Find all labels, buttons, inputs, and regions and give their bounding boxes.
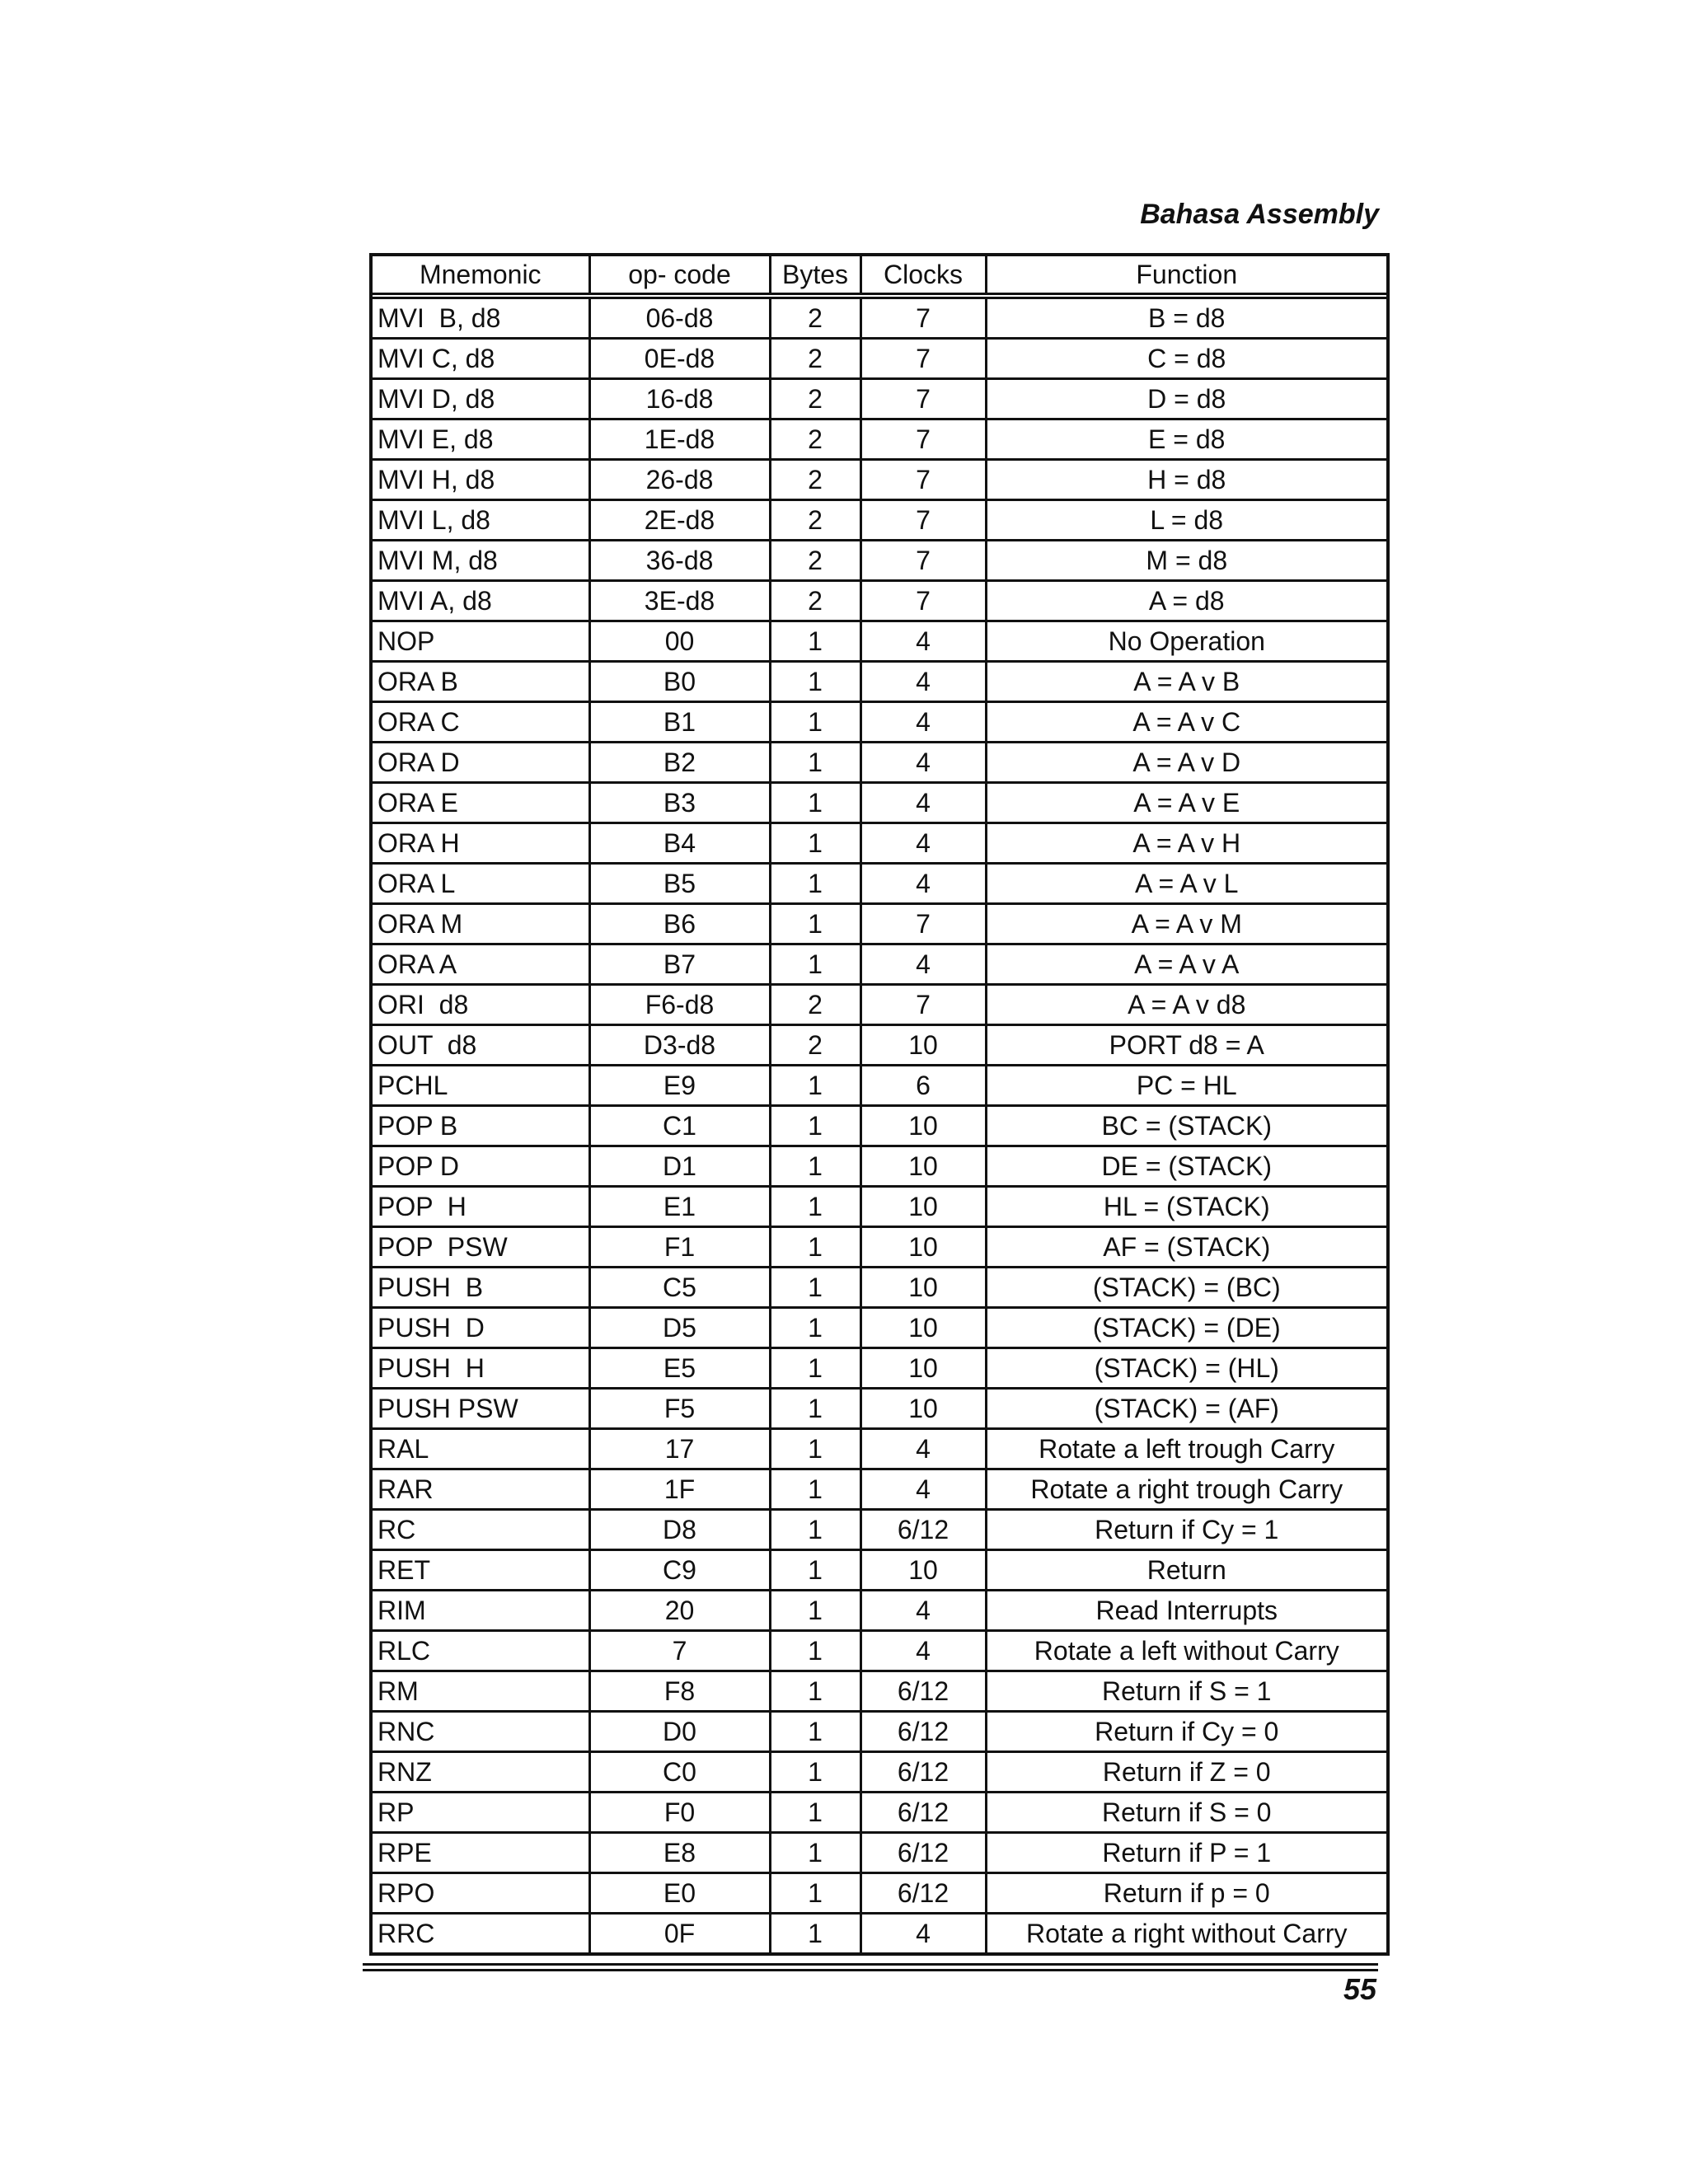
cell-function: A = A v H — [986, 823, 1386, 864]
cell-bytes: 1 — [770, 1510, 860, 1550]
cell-bytes: 1 — [770, 743, 860, 783]
cell-opcode: D3-d8 — [589, 1025, 770, 1066]
cell-mnemonic: RNZ — [373, 1752, 589, 1793]
cell-clocks: 6/12 — [860, 1671, 986, 1712]
table-row — [373, 460, 1386, 500]
cell-bytes: 2 — [770, 581, 860, 621]
cell-opcode: 36-d8 — [589, 541, 770, 581]
cell-opcode: F1 — [589, 1227, 770, 1268]
cell-function: Rotate a left trough Carry — [986, 1429, 1386, 1469]
cell-function: (STACK) = (HL) — [986, 1348, 1386, 1389]
cell-opcode: E9 — [589, 1066, 770, 1106]
cell-opcode: 0E-d8 — [589, 339, 770, 379]
table-row — [373, 1631, 1386, 1671]
table-row — [373, 1914, 1386, 1953]
page-number: 55 — [1343, 1972, 1376, 2006]
cell-opcode: F0 — [589, 1793, 770, 1833]
cell-clocks: 10 — [860, 1348, 986, 1389]
table-row — [373, 1469, 1386, 1510]
cell-clocks: 4 — [860, 1914, 986, 1953]
table-row — [373, 1591, 1386, 1631]
cell-mnemonic: PUSH B — [373, 1268, 589, 1308]
cell-mnemonic: RP — [373, 1793, 589, 1833]
cell-bytes: 2 — [770, 541, 860, 581]
cell-clocks: 10 — [860, 1389, 986, 1429]
cell-opcode: D8 — [589, 1510, 770, 1550]
table-row — [373, 1550, 1386, 1591]
cell-clocks: 6/12 — [860, 1712, 986, 1752]
cell-bytes: 1 — [770, 783, 860, 823]
column-header-bytes: Bytes — [770, 256, 860, 296]
cell-mnemonic: RPE — [373, 1833, 589, 1873]
table-row — [373, 1025, 1386, 1066]
table-row — [373, 1389, 1386, 1429]
table-row — [373, 1106, 1386, 1146]
table-row — [373, 864, 1386, 904]
cell-mnemonic: ORA A — [373, 944, 589, 985]
cell-opcode: F5 — [589, 1389, 770, 1429]
cell-opcode: 26-d8 — [589, 460, 770, 500]
table-row — [373, 944, 1386, 985]
cell-clocks: 10 — [860, 1187, 986, 1227]
cell-function: Read Interrupts — [986, 1591, 1386, 1631]
cell-function: (STACK) = (AF) — [986, 1389, 1386, 1429]
cell-function: Rotate a right trough Carry — [986, 1469, 1386, 1510]
cell-opcode: 17 — [589, 1429, 770, 1469]
cell-clocks: 4 — [860, 944, 986, 985]
cell-bytes: 2 — [770, 500, 860, 541]
cell-bytes: 1 — [770, 1631, 860, 1671]
cell-mnemonic: ORA H — [373, 823, 589, 864]
cell-mnemonic: PUSH PSW — [373, 1389, 589, 1429]
cell-mnemonic: ORA D — [373, 743, 589, 783]
column-header-function: Function — [986, 256, 1386, 296]
cell-mnemonic: MVI L, d8 — [373, 500, 589, 541]
table-row — [373, 783, 1386, 823]
cell-bytes: 1 — [770, 1671, 860, 1712]
cell-mnemonic: MVI E, d8 — [373, 419, 589, 460]
cell-bytes: 1 — [770, 1187, 860, 1227]
table-row — [373, 1873, 1386, 1914]
cell-clocks: 10 — [860, 1227, 986, 1268]
cell-function: Return if Cy = 0 — [986, 1712, 1386, 1752]
cell-opcode: C5 — [589, 1268, 770, 1308]
cell-clocks: 7 — [860, 379, 986, 419]
cell-mnemonic: OUT d8 — [373, 1025, 589, 1066]
cell-bytes: 1 — [770, 702, 860, 743]
cell-function: No Operation — [986, 621, 1386, 662]
cell-bytes: 1 — [770, 1308, 860, 1348]
cell-mnemonic: RLC — [373, 1631, 589, 1671]
cell-bytes: 2 — [770, 339, 860, 379]
cell-clocks: 7 — [860, 500, 986, 541]
cell-function: AF = (STACK) — [986, 1227, 1386, 1268]
cell-clocks: 4 — [860, 1429, 986, 1469]
cell-function: PORT d8 = A — [986, 1025, 1386, 1066]
cell-clocks: 4 — [860, 621, 986, 662]
table-row — [373, 500, 1386, 541]
table-body — [373, 296, 1386, 1952]
instruction-table — [373, 256, 1386, 1952]
cell-bytes: 1 — [770, 621, 860, 662]
cell-bytes: 1 — [770, 823, 860, 864]
cell-bytes: 1 — [770, 1106, 860, 1146]
table-header — [373, 256, 1386, 296]
cell-opcode: D1 — [589, 1146, 770, 1187]
cell-bytes: 1 — [770, 1429, 860, 1469]
cell-mnemonic: POP H — [373, 1187, 589, 1227]
cell-mnemonic: ORA B — [373, 662, 589, 702]
cell-function: Return if p = 0 — [986, 1873, 1386, 1914]
column-header-opcode: op- code — [589, 256, 770, 296]
cell-opcode: C0 — [589, 1752, 770, 1793]
table-row — [373, 1671, 1386, 1712]
cell-mnemonic: RNC — [373, 1712, 589, 1752]
cell-bytes: 1 — [770, 1348, 860, 1389]
cell-clocks: 7 — [860, 581, 986, 621]
cell-bytes: 1 — [770, 864, 860, 904]
table-row — [373, 823, 1386, 864]
cell-opcode: B4 — [589, 823, 770, 864]
cell-clocks: 4 — [860, 823, 986, 864]
cell-bytes: 1 — [770, 1793, 860, 1833]
cell-clocks: 10 — [860, 1106, 986, 1146]
cell-function: A = A v L — [986, 864, 1386, 904]
cell-function: H = d8 — [986, 460, 1386, 500]
cell-function: Rotate a right without Carry — [1026, 1919, 1348, 1948]
cell-opcode: B6 — [589, 904, 770, 944]
table-row — [373, 904, 1386, 944]
cell-function: D = d8 — [986, 379, 1386, 419]
table-row — [373, 1752, 1386, 1793]
cell-bytes: 1 — [770, 662, 860, 702]
cell-bytes: 1 — [770, 904, 860, 944]
cell-opcode: F6-d8 — [589, 985, 770, 1025]
cell-function: A = A v A — [986, 944, 1386, 985]
cell-clocks: 4 — [860, 702, 986, 743]
column-header-mnemonic: Mnemonic — [373, 256, 589, 296]
cell-opcode: B7 — [589, 944, 770, 985]
cell-mnemonic: RIM — [373, 1591, 589, 1631]
cell-opcode: 1F — [589, 1469, 770, 1510]
cell-opcode: 0F — [589, 1914, 770, 1953]
cell-clocks: 6 — [860, 1066, 986, 1106]
cell-opcode: B3 — [589, 783, 770, 823]
cell-opcode: 00 — [589, 621, 770, 662]
cell-opcode: 1E-d8 — [589, 419, 770, 460]
cell-clocks: 7 — [860, 985, 986, 1025]
cell-function: A = A v E — [986, 783, 1386, 823]
cell-opcode: B0 — [589, 662, 770, 702]
cell-bytes: 1 — [770, 1146, 860, 1187]
cell-function: A = A v M — [986, 904, 1386, 944]
cell-function: Return if Z = 0 — [986, 1752, 1386, 1793]
cell-mnemonic: MVI D, d8 — [373, 379, 589, 419]
table-row — [373, 1227, 1386, 1268]
cell-bytes: 2 — [770, 460, 860, 500]
cell-clocks: 4 — [860, 1631, 986, 1671]
table-row — [373, 662, 1386, 702]
cell-function: Return if S = 0 — [986, 1793, 1386, 1833]
table-row — [373, 419, 1386, 460]
cell-opcode: E0 — [589, 1873, 770, 1914]
cell-function: C = d8 — [986, 339, 1386, 379]
cell-mnemonic: ORA E — [373, 783, 589, 823]
cell-clocks: 7 — [860, 339, 986, 379]
table-row — [373, 1146, 1386, 1187]
cell-function: A = d8 — [986, 581, 1386, 621]
cell-mnemonic: RAR — [373, 1469, 589, 1510]
cell-clocks: 4 — [860, 864, 986, 904]
cell-function: (STACK) = (BC) — [986, 1268, 1386, 1308]
cell-mnemonic: ORA C — [373, 702, 589, 743]
cell-function: Rotate a left without Carry — [986, 1631, 1386, 1671]
cell-function: (STACK) = (DE) — [986, 1308, 1386, 1348]
cell-opcode: C1 — [589, 1106, 770, 1146]
table-row — [373, 379, 1386, 419]
table-row — [373, 1429, 1386, 1469]
cell-opcode: B2 — [589, 743, 770, 783]
cell-mnemonic: RRC — [373, 1914, 589, 1953]
cell-bytes: 2 — [770, 1025, 860, 1066]
cell-mnemonic: ORA M — [373, 904, 589, 944]
table-row — [373, 339, 1386, 379]
cell-bytes: 2 — [770, 296, 860, 339]
table-row — [373, 1833, 1386, 1873]
cell-bytes: 2 — [770, 985, 860, 1025]
cell-mnemonic: NOP — [373, 621, 589, 662]
cell-clocks: 6/12 — [860, 1793, 986, 1833]
table-row — [373, 541, 1386, 581]
cell-bytes: 2 — [770, 379, 860, 419]
cell-function: Return if S = 1 — [986, 1671, 1386, 1712]
cell-function: A = A v C — [986, 702, 1386, 743]
cell-function: A = A v d8 — [986, 985, 1386, 1025]
cell-clocks: 4 — [860, 783, 986, 823]
table-row — [373, 743, 1386, 783]
table-row — [373, 1268, 1386, 1308]
cell-bytes: 1 — [770, 1873, 860, 1914]
cell-function: B = d8 — [986, 296, 1386, 339]
cell-opcode: 2E-d8 — [589, 500, 770, 541]
column-header-clocks: Clocks — [860, 256, 986, 296]
cell-clocks: 4 — [860, 1469, 986, 1510]
cell-clocks: 4 — [860, 743, 986, 783]
cell-mnemonic: RET — [373, 1550, 589, 1591]
cell-bytes: 1 — [770, 1591, 860, 1631]
cell-clocks: 6/12 — [860, 1833, 986, 1873]
cell-opcode: 20 — [589, 1591, 770, 1631]
cell-function: E = d8 — [986, 419, 1386, 460]
cell-clocks: 7 — [860, 460, 986, 500]
cell-bytes: 1 — [770, 1712, 860, 1752]
table-row — [373, 1187, 1386, 1227]
cell-mnemonic: ORA L — [373, 864, 589, 904]
cell-mnemonic: MVI C, d8 — [373, 339, 589, 379]
cell-function: A = A v B — [986, 662, 1386, 702]
cell-clocks: 6/12 — [860, 1752, 986, 1793]
cell-opcode: D0 — [589, 1712, 770, 1752]
cell-clocks: 6/12 — [860, 1510, 986, 1550]
cell-bytes: 1 — [770, 1550, 860, 1591]
cell-mnemonic: RAL — [373, 1429, 589, 1469]
cell-function: Return — [986, 1550, 1386, 1591]
cell-mnemonic: ORI d8 — [373, 985, 589, 1025]
running-header-title: Bahasa Assembly — [1140, 199, 1379, 230]
footer-divider — [363, 1963, 1378, 1971]
cell-bytes: 1 — [770, 1914, 860, 1953]
cell-function: A = A v D — [986, 743, 1386, 783]
cell-mnemonic: PCHL — [373, 1066, 589, 1106]
cell-mnemonic: RM — [373, 1671, 589, 1712]
cell-function: Return if Cy = 1 — [986, 1510, 1386, 1550]
cell-clocks: 7 — [860, 904, 986, 944]
cell-function: HL = (STACK) — [986, 1187, 1386, 1227]
instruction-table-frame — [369, 253, 1390, 1956]
cell-mnemonic: RC — [373, 1510, 589, 1550]
cell-opcode: 16-d8 — [589, 379, 770, 419]
cell-opcode: E5 — [589, 1348, 770, 1389]
cell-bytes: 1 — [770, 1389, 860, 1429]
cell-clocks: 7 — [860, 541, 986, 581]
cell-opcode: B5 — [589, 864, 770, 904]
table-row — [373, 985, 1386, 1025]
cell-clocks: 10 — [860, 1146, 986, 1187]
table-row — [373, 1712, 1386, 1752]
cell-clocks: 10 — [860, 1308, 986, 1348]
cell-opcode: D5 — [589, 1308, 770, 1348]
cell-clocks: 10 — [860, 1025, 986, 1066]
cell-function: L = d8 — [986, 500, 1386, 541]
table-row — [373, 1066, 1386, 1106]
cell-function: PC = HL — [986, 1066, 1386, 1106]
cell-mnemonic: RPO — [373, 1873, 589, 1914]
cell-opcode: C9 — [589, 1550, 770, 1591]
table-row — [373, 296, 1386, 339]
cell-clocks: 10 — [860, 1550, 986, 1591]
cell-clocks: 6/12 — [860, 1873, 986, 1914]
cell-clocks: 7 — [860, 419, 986, 460]
cell-bytes: 1 — [770, 1752, 860, 1793]
cell-function: BC = (STACK) — [986, 1106, 1386, 1146]
cell-bytes: 1 — [770, 944, 860, 985]
cell-bytes: 1 — [770, 1469, 860, 1510]
cell-mnemonic: MVI B, d8 — [373, 296, 589, 339]
header-row — [373, 256, 1386, 296]
cell-bytes: 1 — [770, 1268, 860, 1308]
cell-opcode: E1 — [589, 1187, 770, 1227]
cell-bytes: 1 — [770, 1833, 860, 1873]
cell-opcode: B1 — [589, 702, 770, 743]
cell-mnemonic: MVI H, d8 — [373, 460, 589, 500]
cell-opcode: E8 — [589, 1833, 770, 1873]
cell-clocks: 4 — [860, 662, 986, 702]
cell-mnemonic: POP PSW — [373, 1227, 589, 1268]
cell-mnemonic: POP B — [373, 1106, 589, 1146]
cell-opcode: 7 — [589, 1631, 770, 1671]
table-row — [373, 621, 1386, 662]
cell-bytes: 2 — [770, 419, 860, 460]
cell-clocks: 7 — [860, 296, 986, 339]
cell-function: M = d8 — [986, 541, 1386, 581]
cell-mnemonic: POP D — [373, 1146, 589, 1187]
table-row — [373, 1348, 1386, 1389]
cell-function: Return if P = 1 — [986, 1833, 1386, 1873]
cell-bytes: 1 — [770, 1227, 860, 1268]
cell-opcode: F8 — [589, 1671, 770, 1712]
cell-mnemonic: MVI A, d8 — [373, 581, 589, 621]
cell-opcode: 06-d8 — [589, 296, 770, 339]
table-row — [373, 581, 1386, 621]
cell-function: DE = (STACK) — [986, 1146, 1386, 1187]
cell-mnemonic: PUSH H — [373, 1348, 589, 1389]
cell-opcode: 3E-d8 — [589, 581, 770, 621]
cell-mnemonic: PUSH D — [373, 1308, 589, 1348]
cell-clocks: 4 — [860, 1591, 986, 1631]
table-row — [373, 1510, 1386, 1550]
cell-clocks: 10 — [860, 1268, 986, 1308]
table-row — [373, 1793, 1386, 1833]
table-row — [373, 1308, 1386, 1348]
cell-bytes: 1 — [770, 1066, 860, 1106]
cell-mnemonic: MVI M, d8 — [373, 541, 589, 581]
table-row — [373, 702, 1386, 743]
